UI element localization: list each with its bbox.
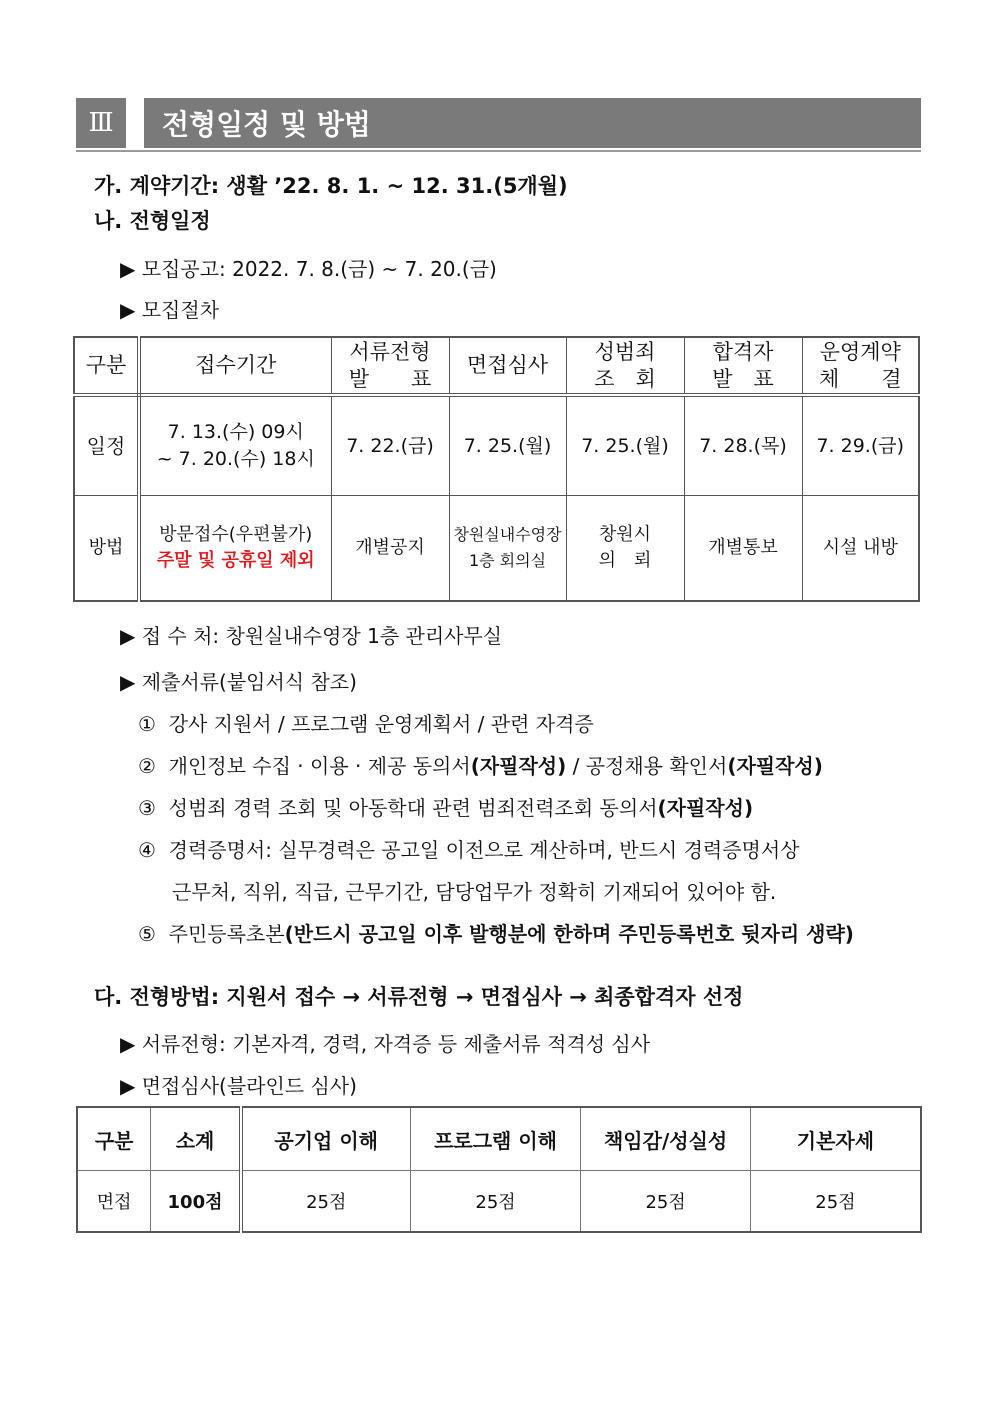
table-cell: 25점 — [581, 1171, 751, 1233]
header-cell: 책임감/성실성 — [581, 1107, 751, 1171]
table-row — [74, 395, 919, 496]
table-cell: 25점 — [241, 1171, 411, 1233]
schedule-table — [73, 336, 920, 602]
section-number: Ⅲ — [76, 98, 126, 148]
recruit-notice: ▶ 모집공고: 2022. 7. 8.(금) ~ 7. 20.(금) — [120, 257, 497, 281]
table-cell: 7. 28.(목) — [684, 395, 802, 496]
header-cell: 접수기간 — [139, 337, 331, 395]
header-cell: 소계 — [151, 1107, 241, 1171]
header-cell: 면접심사 — [449, 337, 566, 395]
schedule-heading: 나. 전형일정 — [94, 209, 211, 233]
document-item: ① 강사 지원서 / 프로그램 운영계획서 / 관련 자격증 — [138, 712, 594, 736]
table-row — [77, 1107, 921, 1171]
interview-screening: ▶ 면접심사(블라인드 심사) — [120, 1074, 357, 1098]
document-item-continued: 근무처, 직위, 직급, 근무기간, 담당업무가 정확히 기재되어 있어야 함. — [172, 880, 777, 904]
row-label: 일정 — [74, 395, 139, 496]
header-cell: 운영계약 체 결 — [802, 337, 919, 395]
document-item: ⑤ 주민등록초본(반드시 공고일 이후 발행분에 한하며 주민등록번호 뒷자리 생략) — [138, 922, 854, 946]
table-cell: 7. 29.(금) — [802, 395, 919, 496]
contract-period: 가. 계약기간: 생활 ’22. 8. 1. ~ 12. 31.(5개월) — [94, 174, 568, 198]
table-cell: 7. 25.(월) — [449, 395, 566, 496]
reception-place: ▶ 접 수 처: 창원실내수영장 1층 관리사무실 — [120, 624, 503, 648]
table-cell: 25점 — [410, 1171, 581, 1233]
table-cell: 25점 — [750, 1171, 921, 1233]
header-cell: 구분 — [77, 1107, 151, 1171]
recruit-procedure: ▶ 모집절차 — [120, 298, 220, 322]
table-cell: 7. 22.(금) — [331, 395, 449, 496]
table-cell: 7. 25.(월) — [566, 395, 684, 496]
header-cell: 구분 — [74, 337, 139, 395]
document-item: ③ 성범죄 경력 조회 및 아동학대 관련 범죄전력조회 동의서(자필작성) — [138, 796, 754, 820]
method-visit: 방문접수(우편불가) — [159, 524, 313, 545]
header-cell: 성범죄 조 회 — [566, 337, 684, 395]
section-title: 전형일정 및 방법 — [144, 98, 921, 148]
header-cell: 서류전형 발 표 — [331, 337, 449, 395]
document-item: ② 개인정보 수집 · 이용 · 제공 동의서(자필작성) / 공정채용 확인서(자필작성) — [138, 754, 823, 778]
table-cell: 창원실내수영장 1층 회의실 — [449, 496, 566, 602]
table-row — [74, 496, 919, 602]
row-label: 면접 — [77, 1171, 151, 1233]
selection-method-heading: 다. 전형방법: 지원서 접수 → 서류전형 → 면접심사 → 최종합격자 선정 — [94, 985, 744, 1009]
table-cell: 개별통보 — [684, 496, 802, 602]
table-cell: 시설 내방 — [802, 496, 919, 602]
header-cell: 합격자 발 표 — [684, 337, 802, 395]
header-cell: 기본자세 — [750, 1107, 921, 1171]
table-row — [77, 1171, 921, 1233]
table-cell: 7. 13.(수) 09시 ~ 7. 20.(수) 18시 — [139, 395, 331, 496]
header-cell: 프로그램 이해 — [410, 1107, 581, 1171]
section-divider — [76, 150, 921, 152]
table-cell: 개별공지 — [331, 496, 449, 602]
table-cell: 100점 — [151, 1171, 241, 1233]
document-item: ④ 경력증명서: 실무경력은 공고일 이전으로 계산하며, 반드시 경력증명서상 — [138, 838, 800, 862]
header-cell: 공기업 이해 — [241, 1107, 411, 1171]
row-label: 방법 — [74, 496, 139, 602]
table-cell — [139, 496, 331, 602]
table-cell: 창원시 의 뢰 — [566, 496, 684, 602]
table-row — [74, 337, 919, 395]
documents-heading: ▶ 제출서류(붙임서식 참조) — [120, 670, 357, 694]
interview-score-table — [76, 1106, 922, 1233]
document-screening: ▶ 서류전형: 기본자격, 경력, 자격증 등 제출서류 적격성 심사 — [120, 1032, 651, 1056]
method-exclusion: 주말 및 공휴일 제외 — [156, 550, 315, 571]
